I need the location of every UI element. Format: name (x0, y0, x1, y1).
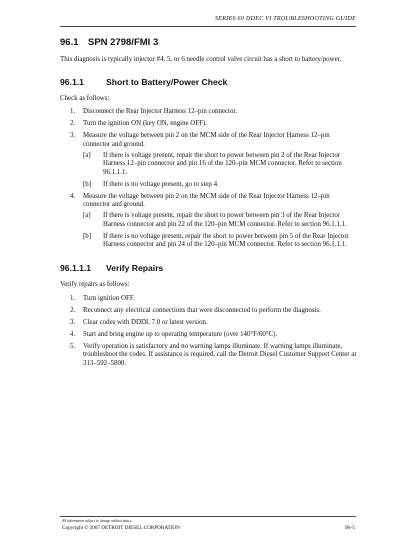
step-text: Verify operation is satisfactory and no warning lamps illuminate. If warning lamps illuminate, troubleshoot the codes. If assistance is required, call the Detroit Diesel Customer Support Center at 313–592–5800. (83, 342, 357, 367)
verify-number: 96.1.1.1 (60, 263, 92, 274)
step-number: 2. (70, 120, 76, 128)
substep-list (83, 152, 358, 190)
step-text: Measure the voltage between pin 2 on the MCM side of the Rear Injector Harness 12–pin connector and ground. (83, 192, 330, 209)
substep-marker: [b] (83, 180, 92, 188)
step-number: 2. (70, 306, 76, 314)
substep-item (83, 212, 358, 229)
subsection-lead: Check as follows: (60, 94, 110, 102)
step-text: Measure the voltage between pin 2 on the MCM side of the Rear Injector Harness 12–pin connector and ground. (83, 132, 330, 148)
step-item (60, 120, 358, 129)
step-number: 1. (70, 108, 76, 116)
step-item (60, 307, 358, 316)
check-steps-list (60, 108, 358, 250)
substep-item (83, 152, 358, 178)
section-intro: This diagnosis is typically injector #4, 5, or 6 needle control valve circuit has a short to battery/power. (60, 56, 342, 63)
header-rule (60, 26, 356, 27)
step-number: 3. (70, 132, 76, 140)
step-item (60, 108, 358, 117)
substep-list (83, 212, 358, 250)
subsection-number: 96.1.1 (60, 76, 84, 87)
section-number: 96.1 (60, 37, 79, 48)
step-number: 4. (70, 192, 76, 200)
substep-text: If there is no voltage present, repair the short to power between pin 5 of the Rear Injector Harness connector and pin 24 of the 120–pin MCM connector. Refer to section 96.1.1.1. (103, 232, 349, 249)
subsection-heading (60, 77, 358, 87)
substep-item (83, 233, 358, 250)
verify-title: Verify Repairs (106, 263, 164, 274)
page-content (60, 37, 358, 372)
step-text: Start and bring engine up to operating temperature (over 140°F/60°C). (83, 330, 278, 338)
substep-item (83, 181, 358, 190)
step-item (60, 343, 358, 369)
step-number: 3. (70, 318, 76, 326)
substep-marker: [a] (83, 212, 91, 220)
footer-copyright: Copyright © 2007 DETROIT DIESEL CORPORATION (62, 525, 180, 531)
verify-lead: Verify repairs as follows: (60, 281, 130, 289)
step-item (60, 193, 358, 250)
step-item (60, 295, 358, 304)
substep-text: If there is no voltage present, go to step 4. (103, 180, 219, 188)
section-heading (60, 37, 358, 48)
page-number: 96-5 (344, 525, 355, 531)
step-text: Turn the ignition ON (key ON, engine OFF). (83, 120, 207, 128)
step-text: Disconnect the Rear Injector Harness 12–pin connector. (83, 108, 238, 116)
running-header: SERIES 60 DDEC VI TROUBLESHOOTING GUIDE (215, 15, 356, 22)
step-number: 4. (70, 330, 76, 338)
footer-notice: All information subject to change without notice. (62, 519, 133, 523)
step-text: Turn ignition OFF. (83, 294, 135, 302)
verify-steps-list (60, 295, 358, 369)
step-number: 1. (70, 294, 76, 302)
section-title: SPN 2798/FMI 3 (88, 37, 159, 48)
step-number: 5. (70, 342, 76, 350)
verify-heading (60, 263, 358, 273)
substep-text: If there is voltage present, repair the short to power between pin 2 of the Rear Injector Harness 12–pin connector and pin 16 of the 120–pin MCM connector. Refer to section 96.1.1.1. (103, 151, 342, 177)
step-item (60, 319, 358, 328)
subsection-title: Short to Battery/Power Check (106, 76, 228, 87)
substep-marker: [b] (83, 232, 92, 240)
footer-rule (60, 516, 356, 517)
step-text: Clear codes with DDDL 7.0 or latest version. (83, 318, 208, 326)
step-item (60, 331, 358, 340)
step-text: Reconnect any electrical connections that were disconnected to perform the diagnosis. (83, 306, 321, 314)
step-item (60, 132, 358, 189)
substep-text: If there is voltage present, repair the short to power between pin 3 of the Rear Injector Harness connector and pin 22 of the 120–pin MCM connector. Refer to section 96.1.1.1. (103, 212, 347, 229)
substep-marker: [a] (83, 151, 91, 159)
